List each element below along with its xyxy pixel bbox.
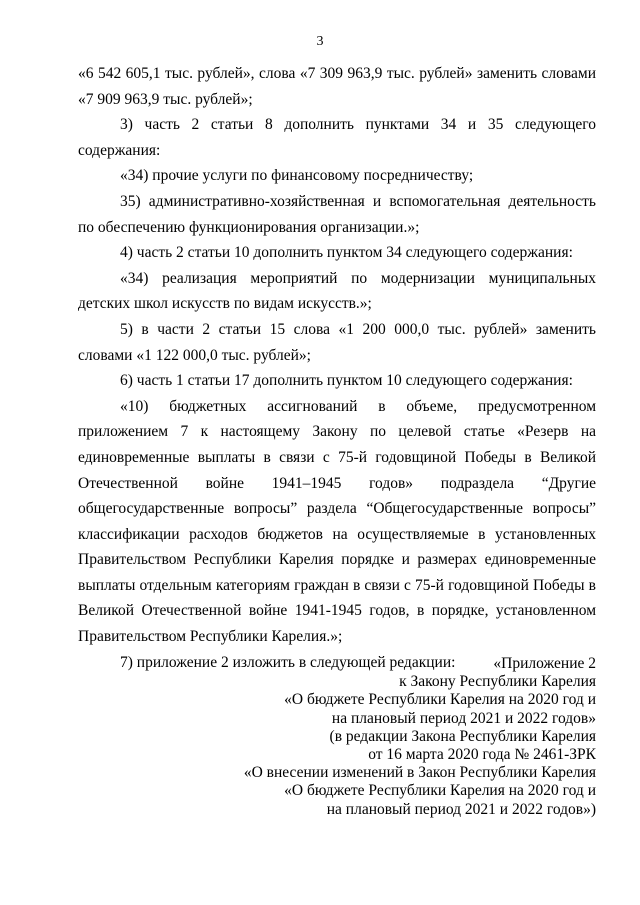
paragraph-item-6: 6) часть 1 статьи 17 дополнить пунктом 10 следующего содержания: [120,372,573,390]
appendix-line: на плановый период 2021 и 2022 годов») [326,800,596,818]
paragraph-point-34-art10: «34) реализация мероприятий по модернизации муниципальных детских школ искусств по видам искусств.»; [78,269,596,313]
paragraph-point-10: «10) бюджетных ассигнований в объеме, предусмотренном приложением 7 к настоящему Закону по целевой статье «Резерв на единовременные выплаты в связи с 75-й годовщиной Победы в Великой Отечественной войне 1941–1945 годов» подраздела “Другие общегосударственные вопросы” раздела “Общегосударственные вопросы” классификации расходов бюджетов на осуществляемые в установленных Правительством Республики Карелия порядке и размерах единовременные выплаты отдельным категориям граждан в связи с 75-й годовщиной Победы в Великой Отечественной войне 1941-1945 годов, в порядке, установленном Правительством Республики Карелия.»; [78,397,596,646]
paragraph-item-3: 3) часть 2 статьи 8 дополнить пунктами 34 и 35 следующего содержания: [78,116,596,159]
appendix-line: на плановый период 2021 и 2022 годов» [331,709,596,727]
appendix-line: «Приложение 2 [493,655,596,672]
appendix-line: «О внесении изменений в Закон Республики Карелия [243,764,596,782]
appendix-header [200,655,596,819]
paragraph-item-5: 5) в части 2 статьи 15 слова «1 200 000,0 тыс. рублей» заменить словами «1 122 000,0 тыс. рублей»; [78,320,596,364]
appendix-line: «О бюджете Республики Карелия на 2020 год и [284,782,596,800]
paragraph-item-7: 7) приложение 2 изложить в следующей редакции: [120,653,456,671]
appendix-line: «О бюджете Республики Карелия на 2020 год и [284,691,596,709]
paragraph-point-35: 35) административно-хозяйственная и вспомогательная деятельность по обеспечению функционирования организации.»; [78,192,596,236]
appendix-line: к Закону Республики Карелия [399,673,596,691]
paragraph-point-34: «34) прочие услуги по финансовому посредничеству; [120,167,474,185]
document-body [78,61,596,675]
paragraph-continuation: «6 542 605,1 тыс. рублей», слова «7 309 963,9 тыс. рублей» заменить словами «7 909 963,9 тыс. рублей»; [78,65,596,108]
appendix-line: (в редакции Закона Республики Карелия [329,727,596,745]
appendix-line: от 16 марта 2020 года № 2461-ЗРК [368,746,596,764]
paragraph-item-4: 4) часть 2 статьи 10 дополнить пунктом 34 следующего содержания: [120,244,573,262]
page-number: 3 [316,34,324,49]
